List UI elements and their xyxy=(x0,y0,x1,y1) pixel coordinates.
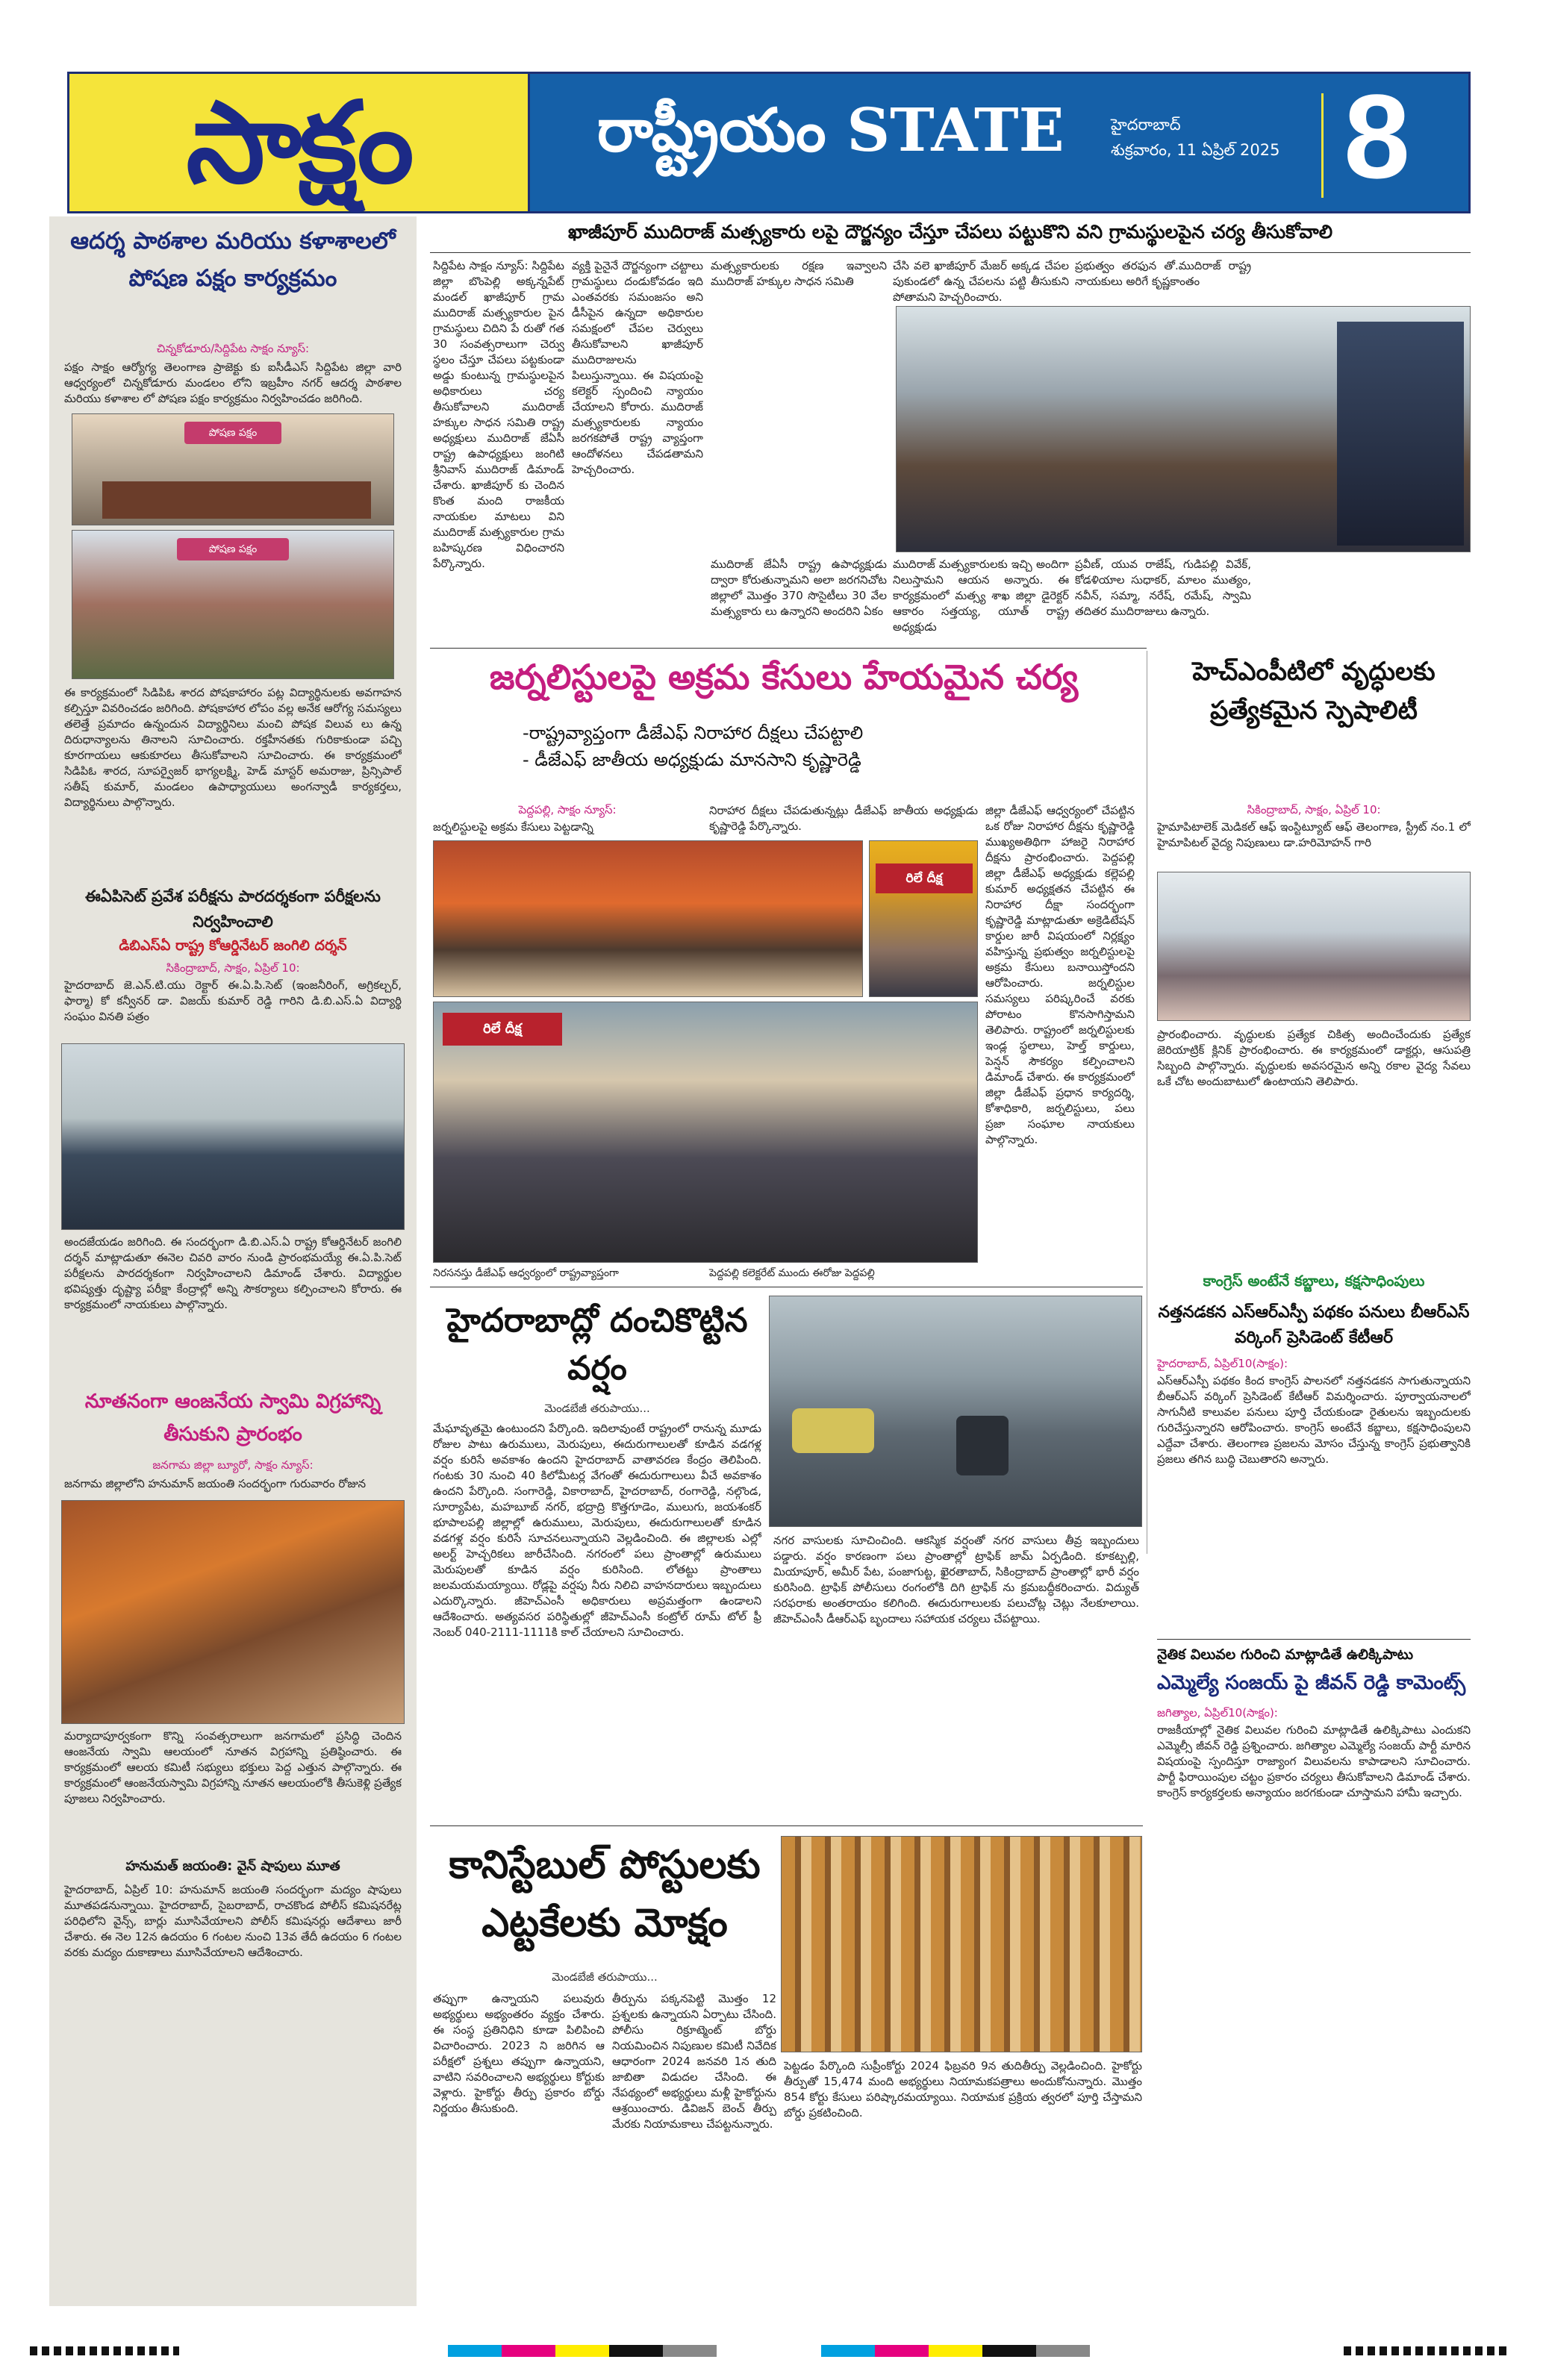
story-headline: నత్తనడకన ఎస్ఆర్ఎస్పీ పథకం పనులు బీఆర్ఎస్ వర్కింగ్ ప్రెసిడెంట్ కేటీఆర్ xyxy=(1158,1303,1470,1347)
color-bar xyxy=(448,2345,717,2357)
story-headline: ఆదర్శ పాఠశాల మరియు కళాశాలలో పోషణ పక్షం కార్యక్రమం xyxy=(70,228,396,292)
story-body: పెట్టడం పేర్కొంది సుప్రీంకోర్టు 2024 ఫిబ్రవరి 9న తుదితీర్పు వెల్లడించింది. హైకోర్టు తీర్పుతో 15,474 మంది అభ్యర్థులు నియామకపత్రాలు అందుకోనున్నారు. మొత్తం 854 కోర్టు కేసులు పరిష్కారమయ్యాయి. నియామక ప్రక్రియ త్వరలో పూర్తి చేస్తామని బోర్డు ప్రకటించింది. xyxy=(784,2059,1142,2120)
story-body: పక్షం సాక్షం ఆర్యోగ్య తెలంగాణ ప్రాజెక్టు కు ఐసీడీఎస్ సిద్దిపేట జిల్లా వారి ఆధ్వర్యంలో చిన్నకోడూరు మండలం లోని ఇబ్రహీం నగర్ ఆదర్శ పాఠశాల మరియు కళాశాల లో పోషణ పక్షం కార్యక్రమం నిర్వహించడం జరిగింది. xyxy=(64,360,402,405)
photo-person xyxy=(1337,322,1464,546)
story-body: ప్రారంభించారు. వృద్ధులకు ప్రత్యేక చికిత్స అందించేందుకు ప్రత్యేక జెరియాట్రిక్ క్లినిక్ ప్రారంభించారు. ఈ కార్యక్రమంలో డాక్టర్లు, ఆసుపత్రి సిబ్బంది పాల్గొన్నారు. వృద్ధులకు అవసరమైన అన్ని రకాల వైద్య సేవలు ఒకే చోట అందుబాటులో ఉంటాయని తెలిపారు. xyxy=(1157,1028,1471,1088)
story-headline: నూతనంగా ఆంజనేయ స్వామి విగ్రహాన్ని తీసుకుని ప్రారంభం xyxy=(84,1390,381,1446)
story-subhead: డిబిఎస్ఏ రాష్ట్ర కోఆర్డినేటర్ జంగిలి దర్శన్ xyxy=(119,937,347,954)
protest-photo xyxy=(433,1002,978,1263)
photo-bike xyxy=(956,1416,1009,1475)
story-kicker: నైతిక విలువల గురించి మాట్లాడితే ఉలిక్కిపాటు xyxy=(1157,1646,1414,1663)
event-photo xyxy=(72,530,394,679)
photo-banner: రిలే దీక్ష xyxy=(876,863,973,893)
story-body: హైదరాబాద్ జె.ఎన్.టి.యు రెక్టార్ ఈ.ఏ.పి.సెట్ (ఇంజనీరింగ్, అగ్రికల్చర్, ఫార్మా) కో కన్వీనర్ డా. విజయ్ కుమార్ రెడ్డి గారిని డి.బి.ఎస్.ఏ విద్యార్థి సంఘం వినతి పత్రం xyxy=(64,978,402,1023)
dateline: హైదరాబాద్, ఏప్రిల్10(సాక్షం): xyxy=(1157,1357,1288,1370)
story-headline: హెచ్ఎంపీటిలో వృద్ధులకు ప్రత్యేకమైన స్పెషాలిటీ xyxy=(1192,657,1436,725)
story-body: జనగామ జిల్లాలోని హనుమాన్ జయంతి సందర్భంగా గురువారం రోజున xyxy=(64,1477,367,1490)
registration-bar xyxy=(1344,2346,1508,2355)
dateline: పెద్దపల్లి, సాక్షం న్యూస్: xyxy=(518,803,617,816)
photo-table xyxy=(102,481,371,519)
story-body: అందజేయడం జరిగింది. ఈ సందర్భంగా డి.బి.ఎస్.ఏ రాష్ట్ర కోఆర్డినేటర్ జంగిలి దర్శన్ మాట్లాడుతూ ఈనెల చివరి వారం నుండి ప్రారంభమయ్యే ఈ.ఏ.పి.సెట్ పరీక్షలను పారదర్శకంగా నిర్వహించాలని డిమాండ్ చేశారు. విద్యార్థుల భవిష్యత్తు దృష్ట్యా పరీక్షా కేంద్రాల్లో అన్ని సౌకర్యాలు కల్పించాలని కోరారు. ఈ కార్యక్రమంలో నాయకులు పాల్గొన్నారు. xyxy=(64,1235,402,1311)
story-headline: జర్నలిస్టులపై అక్రమ కేసులు హేయమైన చర్య xyxy=(489,657,1079,697)
masthead xyxy=(67,69,1471,213)
story-subhead: - డీజేఎఫ్ జాతీయ అధ్యక్షుడు మానసాని కృష్ణారెడ్డి xyxy=(523,749,861,770)
newspaper-logo: సాక్షం xyxy=(186,77,411,208)
rain-photo xyxy=(769,1296,1142,1527)
photo-caption: నిరసనస్తు డీజేఎఫ్ ఆధ్వర్యంలో రాష్ట్రవ్యాప్తంగా xyxy=(433,1267,619,1279)
story-headline: కానిస్టేబుల్ పోస్టులకు ఎట్టకేలకు మోక్షం xyxy=(449,1842,761,1946)
divider xyxy=(430,648,1147,649)
byline: మెండబేజీ తరుపాయు... xyxy=(544,1402,650,1415)
story-body: ముదిరాజ్ మత్స్యకారులకు ఇచ్చి అందిగా నిలుస్తామని ఆయన అన్నారు. ఈ కార్యక్రమంలో మత్స్య శాఖ జిల్లా డైరెక్టర్ ఆకారం సత్తయ్య, యూత్ రాష్ట్ర అధ్యక్షుడు xyxy=(893,557,1069,634)
story-body: హైమాపిటాలెక్ మెడికల్ ఆఫ్ ఇంస్టిట్యూట్ ఆఫ్ తెలంగాణ, స్ట్రీట్ నం.1 లో హైమాపిటల్ వైద్య నిపుణులు డా.హరిమోహన్ గారి xyxy=(1157,820,1471,849)
print-registration-strip xyxy=(0,2343,1543,2358)
divider xyxy=(430,252,1471,253)
event-photo xyxy=(72,413,394,525)
photo-banner: పోషణ పక్షం xyxy=(184,422,281,444)
masthead-divider xyxy=(1321,93,1324,198)
hospital-photo xyxy=(1157,872,1471,1021)
story-body: ప్రవీణ్, యువ రాజేష్, గుడిపల్లి వివేక్, కోడళియాల సుధాకర్, మాలం ముత్యం, నవీన్, సమ్మా, నరేష్, రమేష్, స్వామి తదితర ముదిరాజులు ఉన్నారు. xyxy=(1075,557,1251,618)
page-number: 8 xyxy=(1344,69,1410,203)
story-body: నగర వాసులకు సూచించింది. ఆకస్మిక వర్షంతో నగర వాసులు తీవ్ర ఇబ్బందులు పడ్డారు. వర్షం కారణంగా పలు ప్రాంతాల్లో ట్రాఫిక్ జామ్ ఏర్పడింది. కూకట్పల్లి, మియాపూర్, అమీర్ పేట, పంజాగుట్ట, ఖైరతాబాద్, సికింద్రాబాద్ ప్రాంతాల్లో భారీ వర్షం కురిసింది. ట్రాఫిక్ పోలీసులు రంగంలోకి దిగి ట్రాఫిక్ ను క్రమబద్ధీకరించారు. విద్యుత్ సరఫరాకు అంతరాయం కలిగింది. ఈదురుగాలులకు పలుచోట్ల చెట్లు నేలకూలాయి. జీహెచ్ఎంసీ డీఆర్ఎఫ్ బృందాలు సహాయక చర్యలు చేపట్టాయి. xyxy=(773,1534,1139,1625)
byline: మెండబేజీ తరుపాయు... xyxy=(552,1970,658,1984)
photo-banner: పోషణ పక్షం xyxy=(177,538,289,560)
memorandum-photo xyxy=(61,1043,405,1230)
police-parade-photo xyxy=(781,1836,1142,2052)
story-body: ముదిరాజ్ జేఏసీ రాష్ట్ర ఉపాధ్యక్షుడు ద్వారా కోరుతున్నామని అలా జరగనిచోట జిల్లాలో మొత్తం 370 సొసైటీలు 30 వేల మత్స్యకారు లు ఉన్నారని అందరిని ఏకం xyxy=(711,557,887,618)
story-headline: ఈఏపిసెట్ ప్రవేశ పరీక్షను పారదర్శకంగా పరీక్షలను నిర్వహించాలి xyxy=(85,887,381,931)
edition-city: హైదరాబాద్ xyxy=(1111,116,1181,134)
photo-banner: రిలే దీక్ష xyxy=(443,1013,562,1046)
dateline: చిన్నకోడూరు/సిద్దిపేట సాక్షం న్యూస్: xyxy=(156,342,310,355)
registration-bar xyxy=(30,2346,179,2355)
story-body: ఎస్ఆర్ఎస్పీ పథకం కింద కాంగ్రెస్ పాలనలో నత్తనడకన సాగుతున్నాయని బీఆర్ఎస్ వర్కింగ్ ప్రెసిడెంట్ కేటీఆర్ విమర్శించారు. పూర్వాయనాలలో సాగునీటి కాలువల పనులు పూర్తి చేయకుండా రైతులను ఇబ్బందులకు గురిచేస్తున్నారని ఆరోపించారు. కాంగ్రెస్ అంటేనే కబ్జాలు, కక్షసాధింపులని ఎద్దేవా చేశారు. తెలంగాణ ప్రజలను మోసం చేస్తున్న కాంగ్రెస్ ప్రభుత్వానికి ప్రజలు తగిన బుద్ధి చెబుతారని అన్నారు. xyxy=(1157,1374,1471,1466)
story-body: సిద్దిపేట సాక్షం న్యూస్: సిద్దిపేట జిల్లా బొంపెల్లి అక్కన్నపేట్ మండల్ ఖాజీపూర్ గ్రామ ముదిరాజ్ మత్స్యకారుల పైన గ్రామస్థులు చిదిని పే రుతో గత 30 సంవత్సరాలుగా చెర్వు స్థలం చేస్తూ చేపలు పట్టకుండా అడ్డు కుంటున్న గ్రామస్థులపైన అధికారులు చర్య తీసుకోవాలని ముదిరాజ్ హక్కుల సాధన సమితి రాష్ట్ర అధ్యక్షులు ముదిరాజ్ జేఏసీ రాష్ట్ర ఉపాధ్యక్షులు జంగిటి శ్రీనివాస్ ముదిరాజ్ డిమాండ్ చేశారు. ఖాజీపూర్ కు చెందిన కొంత మంది రాజకీయ నాయకుల మాటలు విని ముదిరాజ్ మత్స్యకారుల గ్రామ బహిష్కరణ విధించారని పేర్కొన్నారు. xyxy=(433,259,564,570)
dateline: సికింద్రాబాద్, సాక్షం, ఏప్రిల్ 10: xyxy=(1247,803,1381,816)
photo-car xyxy=(792,1408,874,1453)
story-body: మర్యాదాపూర్వకంగా కొన్ని సంవత్సరాలుగా జనగామలో ప్రసిద్ధి చెందిన ఆంజనేయ స్వామి ఆలయంలో నూతన విగ్రహాన్ని ప్రతిష్ఠించారు. ఈ కార్యక్రమంలో ఆలయ కమిటీ సభ్యులు భక్తులు పెద్ద ఎత్తున పాల్గొన్నారు. ఈ కార్యక్రమంలో ఆంజనేయస్వామి విగ్రహాన్ని నూతన ఆలయంలోకి తీసుకెళ్లి ప్రత్యేక పూజలు నిర్వహించారు. xyxy=(64,1729,402,1805)
story-body: ఈ కార్యక్రమంలో సిడిపిఓ శారద పోషకాహారం పట్ల విద్యార్థినులకు అవగాహన కల్పిస్తూ వివరించడం జరిగింది. పోషకాహార లోపం వల్ల అనేక ఆరోగ్య సమస్యలు తలెత్తే ప్రమాదం ఉన్నందున విద్యార్థినిలు మంచి పోషక విలువ లు ఉన్న దిరుధాన్యాలను తినాలని సూచించారు. రక్తహీనతకు గురికాకుండా పచ్చి కూరగాయలు ఆకుకూరలు తీసుకోవాలని సూచించారు. ఈ కార్యక్రమంలో సిడిపిఓ శారద, సూపర్వైజర్ భాగ్యలక్ష్మి, హెడ్ మాస్టర్ అమరాజు, ప్రిన్సిపాల్ సతీష్ కుమార్, మండలం ఉపాధ్యాయులు అంగన్వాడీ కార్యకర్తలు, విద్యార్థినులు పాల్గొన్నారు. xyxy=(64,686,402,809)
story-body: రాజకీయాల్లో నైతిక విలువల గురించి మాట్లాడితే ఉలిక్కిపాటు ఎందుకని ఎమ్మెల్సీ జీవన్ రెడ్డి ప్రశ్నించారు. జగిత్యాల ఎమ్మెల్యే సంజయ్ పార్టీ మారిన విషయంపై స్పందిస్తూ రాజ్యాంగ విలువలను కాపాడాలని సూచించారు. పార్టీ ఫిరాయింపుల చట్టం ప్రకారం చర్యలు తీసుకోవాలని డిమాండ్ చేశారు. కాంగ్రెస్ కార్యకర్తలకు అన్యాయం జరగకుండా చూస్తామని హామీ ఇచ్చారు. xyxy=(1157,1723,1471,1799)
story-body: వ్యక్తి పైనైనే దౌర్జన్యంగా చట్టాలు గ్రామస్థులు దండుకోవడం ఇది ఎంతవరకు సమంజసం అని డీసీపైన ఉన్నదా అధికారుల సమక్షంలో చేపల చెర్వులు తీసుకోవాలని ఖాజీపూర్ ముదిరాజులను పిలుస్తున్నాయి. ఈ విషయంపై కలెక్టర్ స్పందించి న్యాయం చేయాలని కోరారు. ముదిరాజ్ మత్స్యకారులకు న్యాయం జరగకపోతే రాష్ట్ర వ్యాప్తంగా ఆందోళనలు చేపడతామని హెచ్చరించారు. xyxy=(572,259,703,476)
top-story-photo xyxy=(896,306,1471,552)
dateline: జగిత్యాల, ఏప్రిల్10(సాక్షం): xyxy=(1157,1706,1278,1720)
dateline: జనగామ జిల్లా బ్యూరో, సాక్షం న్యూస్: xyxy=(152,1458,314,1472)
protest-photo xyxy=(433,840,863,997)
section-strap: కాంగ్రెస్ అంటేనే కబ్జాలు, కక్షసాధింపులు xyxy=(1203,1272,1425,1290)
dateline: సికింద్రాబాద్, సాక్షం, ఏప్రిల్ 10: xyxy=(166,961,300,975)
newspaper-logo-box xyxy=(67,72,530,213)
story-body: మత్స్యకారులకు రక్షణ ఇవ్వాలని ముదిరాజ్ హక్కుల సాధన సమితి xyxy=(711,259,887,288)
story-body: చేసి వలె ఖాజీపూర్ మేజర్ అక్కడ చేపల పుకుండలో ఉన్న చేపలను పట్టి తీసుకుని పోతామని హెచ్చరించారు. xyxy=(893,259,1069,304)
left-column xyxy=(49,216,417,2306)
story-body: జిల్లా డీజేఎఫ్ ఆధ్వర్యంలో చేపట్టిన ఒక రోజు నిరాహార దీక్షను కృష్ణారెడ్డి ముఖ్యఅతిథిగా హాజరై నిరాహార దీక్షను ప్రారంభించారు. పెద్దపల్లి జిల్లా డీజేఎఫ్ అధ్యక్షుడు కల్లెపల్లి కుమార్ అధ్యక్షతన చేపట్టిన ఈ నిరాహార దీక్షా సందర్భంగా కృష్ణారెడ్డి మాట్లాడుతూ అక్రెడిటేషన్ కార్డుల జారీ విషయంలో నిర్లక్ష్యం వహిస్తున్న ప్రభుత్వం జర్నలిస్టులపై అక్రమ కేసులు బనాయిస్తోందని ఆరోపించారు. జర్నలిస్టుల సమస్యలు పరిష్కరించే వరకు పోరాటం కొనసాగిస్తామని తెలిపారు. రాష్ట్రంలో జర్నలిస్టులకు ఇండ్ల స్థలాలు, హెల్త్ కార్డులు, పెన్షన్ సౌకర్యం కల్పించాలని డిమాండ్ చేశారు. ఈ కార్యక్రమంలో జిల్లా డీజేఎఫ్ ప్రధాన కార్యదర్శి, కోశాధికారి, జర్నలిస్టులు, పలు ప్రజా సంఘాల నాయకులు పాల్గొన్నారు. xyxy=(985,804,1135,1146)
story-body: మేఘావృతమై ఉంటుందని పేర్కొంది. ఇదిలావుంటే రాష్ట్రంలో రానున్న మూడు రోజుల పాటు ఉరుములు, మెరుపులు, ఈదురుగాలులతో కూడిన వడగళ్ల వర్షం కురిసే అవకాశం ఉందని హైదరాబాద్ వాతావరణ కేంద్రం తెలిపింది. గంటకు 30 నుంచి 40 కిలోమీటర్ల వేగంతో ఈదురుగాలులు వీచే అవకాశం ఉందని పేర్కొంది. సంగారెడ్డి, వికారాబాద్, హైదరాబాద్, రంగారెడ్డి, నల్గొండ, సూర్యాపేట, మహబూబ్ నగర్, భద్రాద్రి కొత్తగూడెం, ములుగు, జయశంకర్ భూపాలపల్లి జిల్లాల్లో ఉరుములు, మెరుపులు, ఈదురుగాలులతో కూడిన వడగళ్ల వర్షం కురిసే సూచనలున్నాయని వెల్లడించింది. ఈ జిల్లాలకు ఎల్లో అలర్ట్ హెచ్చరికలు జారీచేసింది. నగరంలో పలు ప్రాంతాల్లో ఉరుములు మెరుపులతో కూడిన వర్షం కురిసింది. లోతట్టు ప్రాంతాలు జలమయమయ్యాయి. రోడ్లపై వర్షపు నీరు నిలిచి వాహనదారులు ఇబ్బందులు ఎదుర్కొన్నారు. జీహెచ్ఎంసీ అధికారులు అప్రమత్తంగా ఉండాలని ఆదేశించారు. అత్యవసర పరిస్థితుల్లో జీహెచ్ఎంసీ కంట్రోల్ రూమ్ టోల్ ఫ్రీ నెంబర్ 040-2111-1111కి కాల్ చేయాలని సూచించారు. xyxy=(433,1422,761,1639)
story-body: హైదరాబాద్, ఏప్రిల్ 10: హనుమాన్ జయంతి సందర్భంగా మద్యం షాపులు మూతపడనున్నాయి. హైదరాబాద్, సైబరాబాద్, రాచకొండ పోలీస్ కమిషనరేట్ల పరిధిలోని వైన్స్, బార్లు మూసివేయాలని పోలీస్ కమిషనర్లు ఆదేశాలు జారీ చేశారు. ఈ నెల 12న ఉదయం 6 గంటల నుంచి 13వ తేదీ ఉదయం 6 గంటల వరకు మద్యం దుకాణాలు మూసివేయాలని ఆదేశించారు. xyxy=(64,1883,402,1959)
divider xyxy=(1157,1639,1471,1640)
color-bar xyxy=(821,2345,1090,2357)
section-band xyxy=(530,69,1471,213)
story-headline: హైదరాబాద్లో దంచికొట్టిన వర్షం xyxy=(446,1302,748,1387)
story-body: తీర్పును పక్కనపెట్టి మొత్తం 12 ప్రశ్నలకు ఉన్నాయని ఏర్పాటు చేసింది. పోలీసు రిక్రూట్మెంట్ బోర్డు నియమించిన నిపుణుల కమిటీ నివేదిక ఆధారంగా 2024 జనవరి 1న తుది జాబితా విడుదల చేసింది. ఈ నేపథ్యంలో అభ్యర్థులు మళ్లీ హైకోర్టును ఆశ్రయించారు. డివిజన్ బెంచ్ తీర్పు మేరకు నియామకాలు చేపట్టనున్నారు. xyxy=(612,1992,776,2131)
edition-date: శుక్రవారం, 11 ఏప్రిల్ 2025 xyxy=(1111,141,1280,159)
banner-photo xyxy=(869,840,978,997)
temple-photo xyxy=(61,1500,405,1724)
photo-caption: పెద్దపల్లి కలెక్టరేట్ ముందు ఈరోజు పెద్దపల్లి xyxy=(709,1267,875,1279)
story-headline: ఎమ్మెల్యే సంజయ్ పై జీవన్ రెడ్డి కామెంట్స్ xyxy=(1157,1672,1466,1694)
story-body: నిరాహార దీక్షలు చేపడుతున్నట్లు డీజేఎఫ్ జాతీయ అధ్యక్షుడు కృష్ణారెడ్డి పేర్కొన్నారు. xyxy=(709,804,978,833)
story-body: ప్రభుత్వం తరఫున తో.ముదిరాజ్ రాష్ట్ర నాయకులు అరిగే కృష్ణకాంతం xyxy=(1075,259,1251,288)
story-subhead: -రాష్ట్రవ్యాప్తంగా డీజేఎఫ్ నిరాహార దీక్షలు చేపట్టాలి xyxy=(523,722,864,743)
divider xyxy=(430,1825,1143,1826)
story-subheading: హనుమత్ జయంతి: వైన్ షాపులు మూత xyxy=(125,1858,340,1874)
top-story-headline: ఖాజీపూర్ ముదిరాజ్ మత్స్యకారు లపై దౌర్జన్యం చేస్తూ చేపలు పట్టుకొని వని గ్రామస్థులపైన చర్య తీసుకోవాలి xyxy=(567,221,1333,243)
section-title: రాష్ట్రీయం STATE xyxy=(597,95,1064,165)
story-body: జర్నలిస్టులపై అక్రమ కేసులు పెట్టడాన్ని xyxy=(433,820,593,834)
story-body: తప్పుగా ఉన్నాయని పలువురు అభ్యర్థులు అభ్యంతరం వ్యక్తం చేశారు. ఈ సంస్థ ప్రతినిధిని కూడా పిలిపించి విచారించారు. 2023 ని జరిగిన ఆ పరీక్షలో ప్రశ్నలు తప్పుగా ఉన్నాయని, వాటిని సవరించాలని అభ్యర్థులు కోర్టుకు వెళ్లారు. హైకోర్టు తీర్పు ప్రకారం బోర్డు నిర్ణయం తీసుకుంది. xyxy=(433,1992,605,2115)
